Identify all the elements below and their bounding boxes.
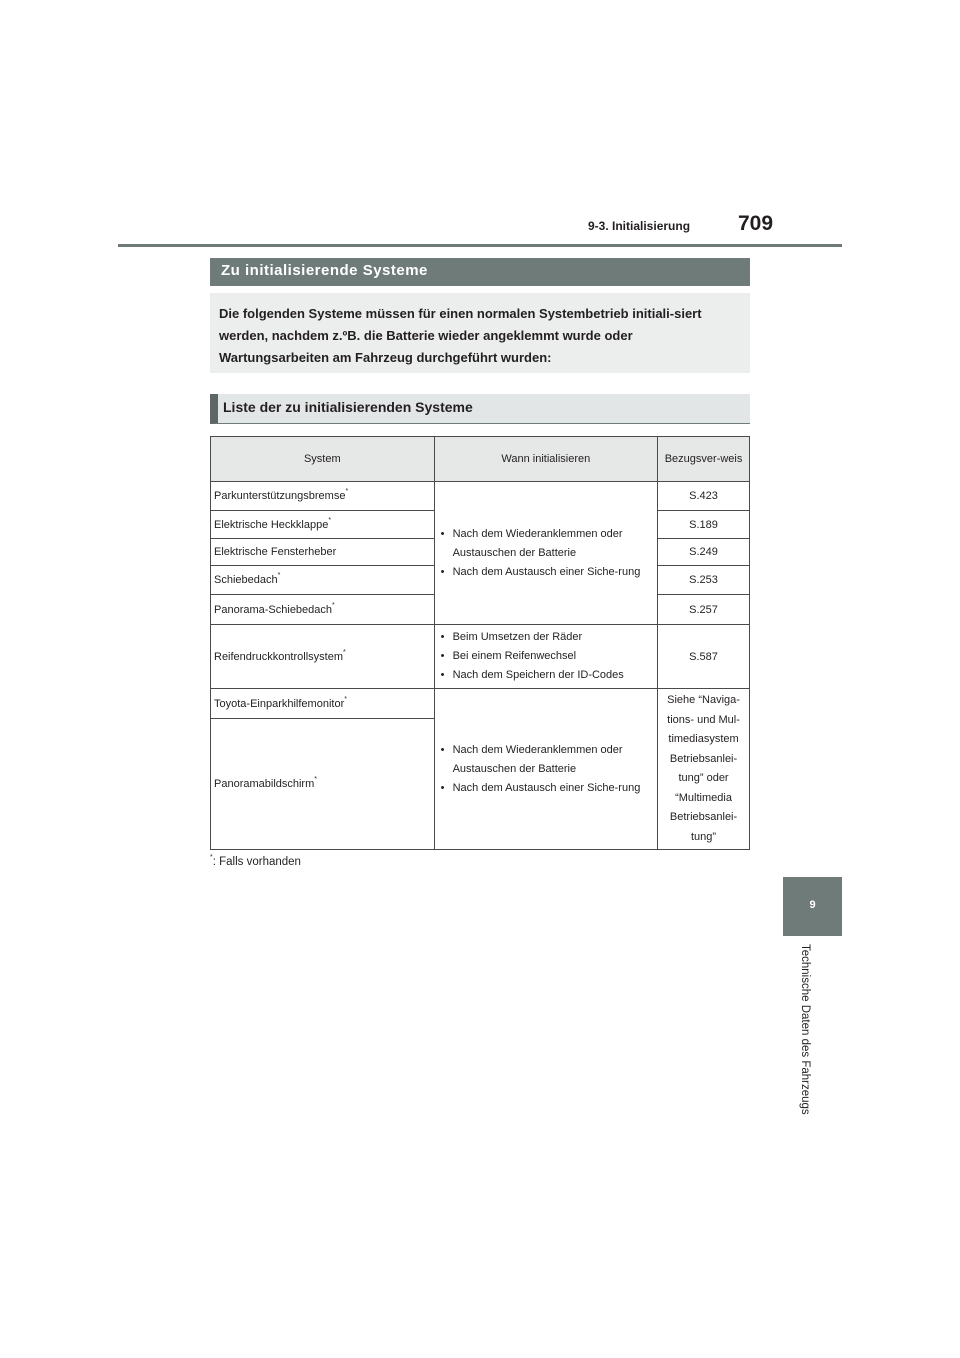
- chapter-title: Technische Daten des Fahrzeugs: [799, 944, 811, 1115]
- system-cell: [211, 482, 435, 511]
- table-row: [211, 625, 750, 689]
- column-header-system: System: [211, 437, 435, 482]
- system-name: Parkunterstützungsbremse: [214, 490, 346, 502]
- chapter-tab[interactable]: [783, 877, 842, 936]
- footnote-mark: *: [344, 695, 347, 703]
- reference-cell-multimedia[interactable]: Siehe “Naviga-tions- und Mul-timediasystem Betriebsanlei-tung” oder “Multimedia Betriebsanlei-tung”: [658, 689, 750, 850]
- list-item: • Beim Umsetzen der Räder: [441, 628, 653, 647]
- column-header-when: Wann initialisieren: [434, 437, 657, 482]
- when-list: [441, 628, 653, 685]
- system-name: Toyota-Einparkhilfemonitor: [214, 697, 345, 710]
- reference-cell[interactable]: S.423: [658, 482, 750, 511]
- header-rule: [118, 244, 842, 247]
- list-item: • Nach dem Austausch einer Siche-rung: [441, 563, 653, 582]
- system-name: Panorama-Schiebedach: [214, 603, 333, 616]
- system-cell: [211, 566, 435, 595]
- list-item: • Nach dem Wiederanklemmen oder Austauschen der Batterie: [441, 525, 653, 563]
- reference-cell[interactable]: S.253: [658, 566, 750, 595]
- system-cell: [211, 539, 435, 566]
- footnote-mark: *: [328, 516, 332, 524]
- list-item: • Bei einem Reifenwechsel: [441, 647, 653, 666]
- system-name: Schiebedach: [214, 574, 278, 586]
- footnote-symbol: *: [210, 854, 213, 861]
- system-name: Reifendruckkontrollsystem: [214, 650, 343, 663]
- reference-cell[interactable]: S.257: [658, 595, 750, 625]
- system-cell: [211, 719, 435, 850]
- footnote-mark: *: [314, 776, 317, 783]
- chapter-number: 9: [809, 899, 816, 911]
- section-heading: Zu initialisierende Systeme: [210, 258, 750, 286]
- section-label: 9-3. Initialisierung: [588, 219, 691, 233]
- reference-cell[interactable]: S.249: [658, 539, 750, 566]
- system-name: Panoramabildschirm: [214, 778, 315, 790]
- when-cell: [434, 689, 657, 850]
- table-header-row: [211, 437, 750, 482]
- footnote-mark: *: [332, 601, 335, 609]
- when-list: [441, 525, 653, 582]
- footnote-text: : Falls vorhanden: [212, 856, 301, 868]
- table-row: [211, 689, 750, 719]
- column-header-reference: Bezugsver-weis: [658, 437, 750, 482]
- intro-text: Die folgenden Systeme müssen für einen normalen Systembetrieb initiali-siert werden, nachdem z.ºB. die Batterie wieder angeklemmt wurde oder Wartungsarbeiten am Fahrzeug durchgeführt wurden:: [210, 293, 750, 373]
- when-cell: [434, 482, 657, 625]
- system-cell: [211, 689, 435, 719]
- subheading: Liste der zu initialisierenden Systeme: [210, 394, 750, 424]
- when-list: [441, 741, 653, 798]
- page-number: 709: [738, 212, 774, 235]
- reference-cell[interactable]: S.189: [658, 511, 750, 539]
- system-name: Elektrische Heckklappe: [214, 518, 329, 531]
- list-item: • Nach dem Austausch einer Siche-rung: [441, 779, 653, 798]
- list-item: • Nach dem Wiederanklemmen oder Austauschen der Batterie: [441, 741, 653, 779]
- system-cell: [211, 595, 435, 625]
- list-item: • Nach dem Speichern der ID-Codes: [441, 666, 653, 685]
- footnote-mark: *: [345, 488, 349, 495]
- system-name: Elektrische Fensterheber: [214, 546, 337, 558]
- system-cell: [211, 625, 435, 689]
- footnote-mark: *: [343, 648, 346, 656]
- system-cell: [211, 511, 435, 539]
- when-cell: [434, 625, 657, 689]
- footnote-mark: *: [277, 572, 281, 579]
- footnote: [210, 856, 301, 868]
- reference-cell[interactable]: S.587: [658, 625, 750, 689]
- table-row: [211, 482, 750, 511]
- systems-table: [210, 436, 750, 850]
